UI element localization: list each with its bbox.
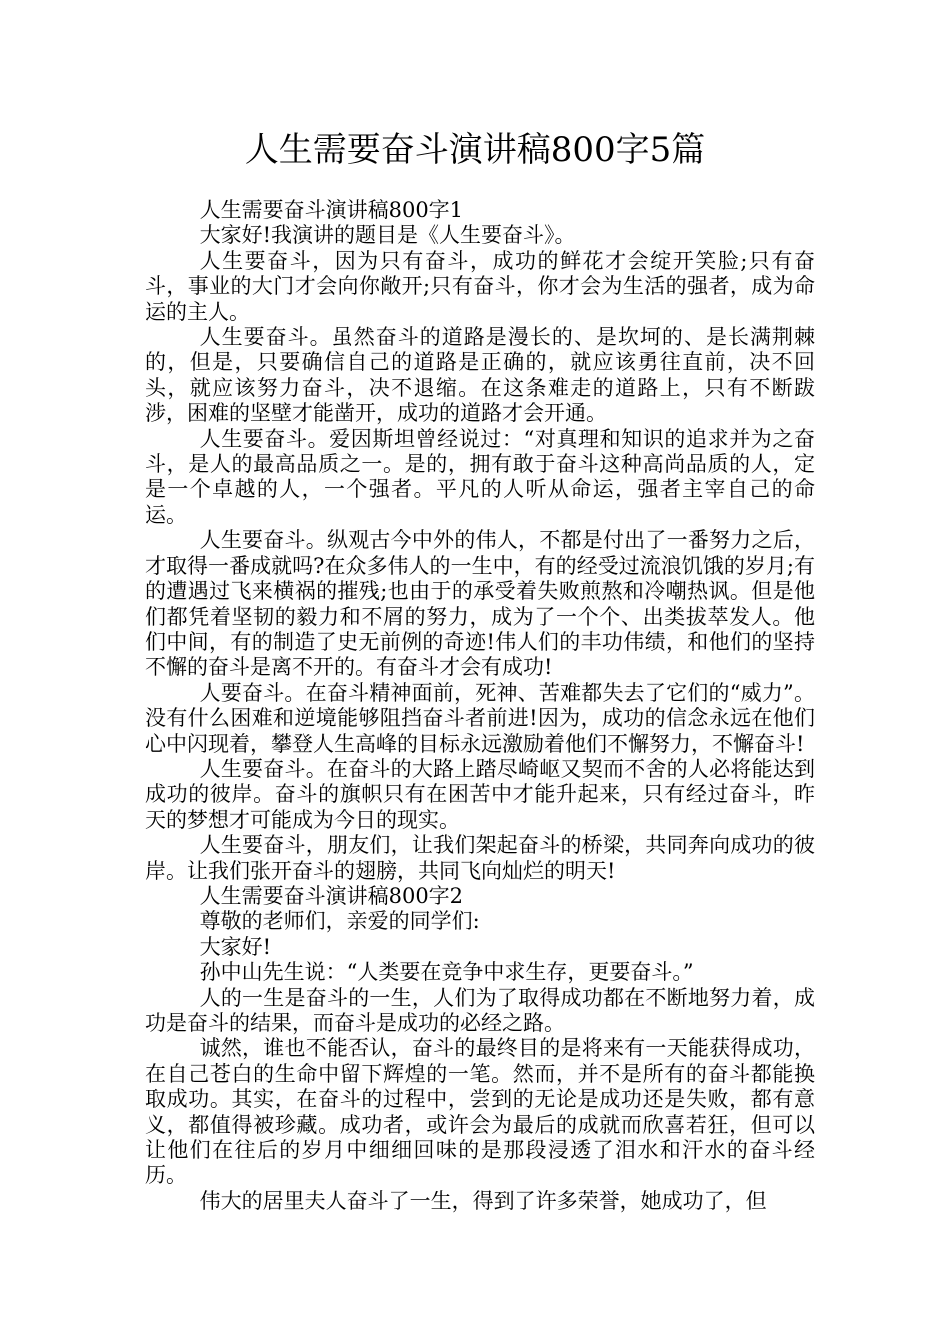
paragraph: 人的一生是奋斗的一生，人们为了取得成功都在不断地努力着，成功是奋斗的结果，而奋斗是成功的必经之路。 xyxy=(145,985,815,1035)
paragraph: 诚然，谁也不能否认，奋斗的最终目的是将来有一天能获得成功，在自己苍白的生命中留下辉煌的一笔。然而，并不是所有的奋斗都能换取成功。其实，在奋斗的过程中，尝到的无论是成功还是失败，都有意义，都值得被珍藏。成功者，或许会为最后的成就而欣喜若狂，但可以让他们在往后的岁月中细细回味的是那段浸透了泪水和汗水的奋斗经历。 xyxy=(145,1036,815,1188)
paragraph: 人生需要奋斗演讲稿800字2 xyxy=(199,883,464,908)
document-body xyxy=(145,198,815,1214)
paragraph: 尊敬的老师们，亲爱的同学们: xyxy=(199,909,480,934)
paragraph: 人生要奋斗，因为只有奋斗，成功的鲜花才会绽开笑脸;只有奋斗，事业的大门才会向你敞开;只有奋斗，你才会为生活的强者，成为命运的主人。 xyxy=(145,248,815,324)
paragraph: 人生要奋斗，朋友们，让我们架起奋斗的桥梁，共同奔向成功的彼岸。让我们张开奋斗的翅膀，共同飞向灿烂的明天! xyxy=(145,833,815,883)
paragraph: 人生要奋斗。爱因斯坦曾经说过：“对真理和知识的追求并为之奋斗，是人的最高品质之一。是的，拥有敢于奋斗这种高尚品质的人，定是一个卓越的人，一个强者。平凡的人听从命运，强者主宰自己的命运。 xyxy=(145,426,815,527)
paragraph: 人要奋斗。在奋斗精神面前，死神、苦难都失去了它们的“威力”。没有什么困难和逆境能够阻挡奋斗者前进!因为，成功的信念永远在他们心中闪现着，攀登人生高峰的目标永远激励着他们不懈努力，不懈奋斗! xyxy=(145,680,815,756)
paragraph: 伟大的居里夫人奋斗了一生，得到了许多荣誉，她成功了，但 xyxy=(199,1188,767,1213)
paragraph: 孙中山先生说：“人类要在竞争中求生存，更要奋斗。” xyxy=(199,960,694,985)
paragraph: 大家好!我演讲的题目是《人生要奋斗》。 xyxy=(199,223,576,248)
paragraph: 大家好! xyxy=(199,934,272,959)
paragraph: 人生要奋斗。在奋斗的大路上踏尽崎岖又契而不舍的人必将能达到成功的彼岸。奋斗的旗帜只有在困苦中才能升起来，只有经过奋斗，昨天的梦想才可能成为今日的现实。 xyxy=(145,756,815,832)
paragraph: 人生要奋斗。虽然奋斗的道路是漫长的、是坎坷的、是长满荆棘的，但是，只要确信自己的道路是正确的，就应该勇往直前，决不回头，就应该努力奋斗，决不退缩。在这条难走的道路上，只有不断跋涉，困难的坚壁才能凿开，成功的道路才会开通。 xyxy=(145,325,815,426)
paragraph: 人生需要奋斗演讲稿800字1 xyxy=(199,198,464,222)
paragraph: 人生要奋斗。纵观古今中外的伟人，不都是付出了一番努力之后，才取得一番成就吗?在众多伟人的一生中，有的经受过流浪饥饿的岁月;有的遭遇过飞来横祸的摧残;也由于的承受着失败煎熬和冷嘲热讽。但是他们都凭着坚韧的毅力和不屑的努力，成为了一个个、出类拔萃发人。他们中间，有的制造了史无前例的奇迹!伟人们的丰功伟绩，和他们的坚持不懈的奋斗是离不开的。有奋斗才会有成功! xyxy=(145,528,815,680)
document-title: 人生需要奋斗演讲稿800字5篇 xyxy=(244,130,706,170)
